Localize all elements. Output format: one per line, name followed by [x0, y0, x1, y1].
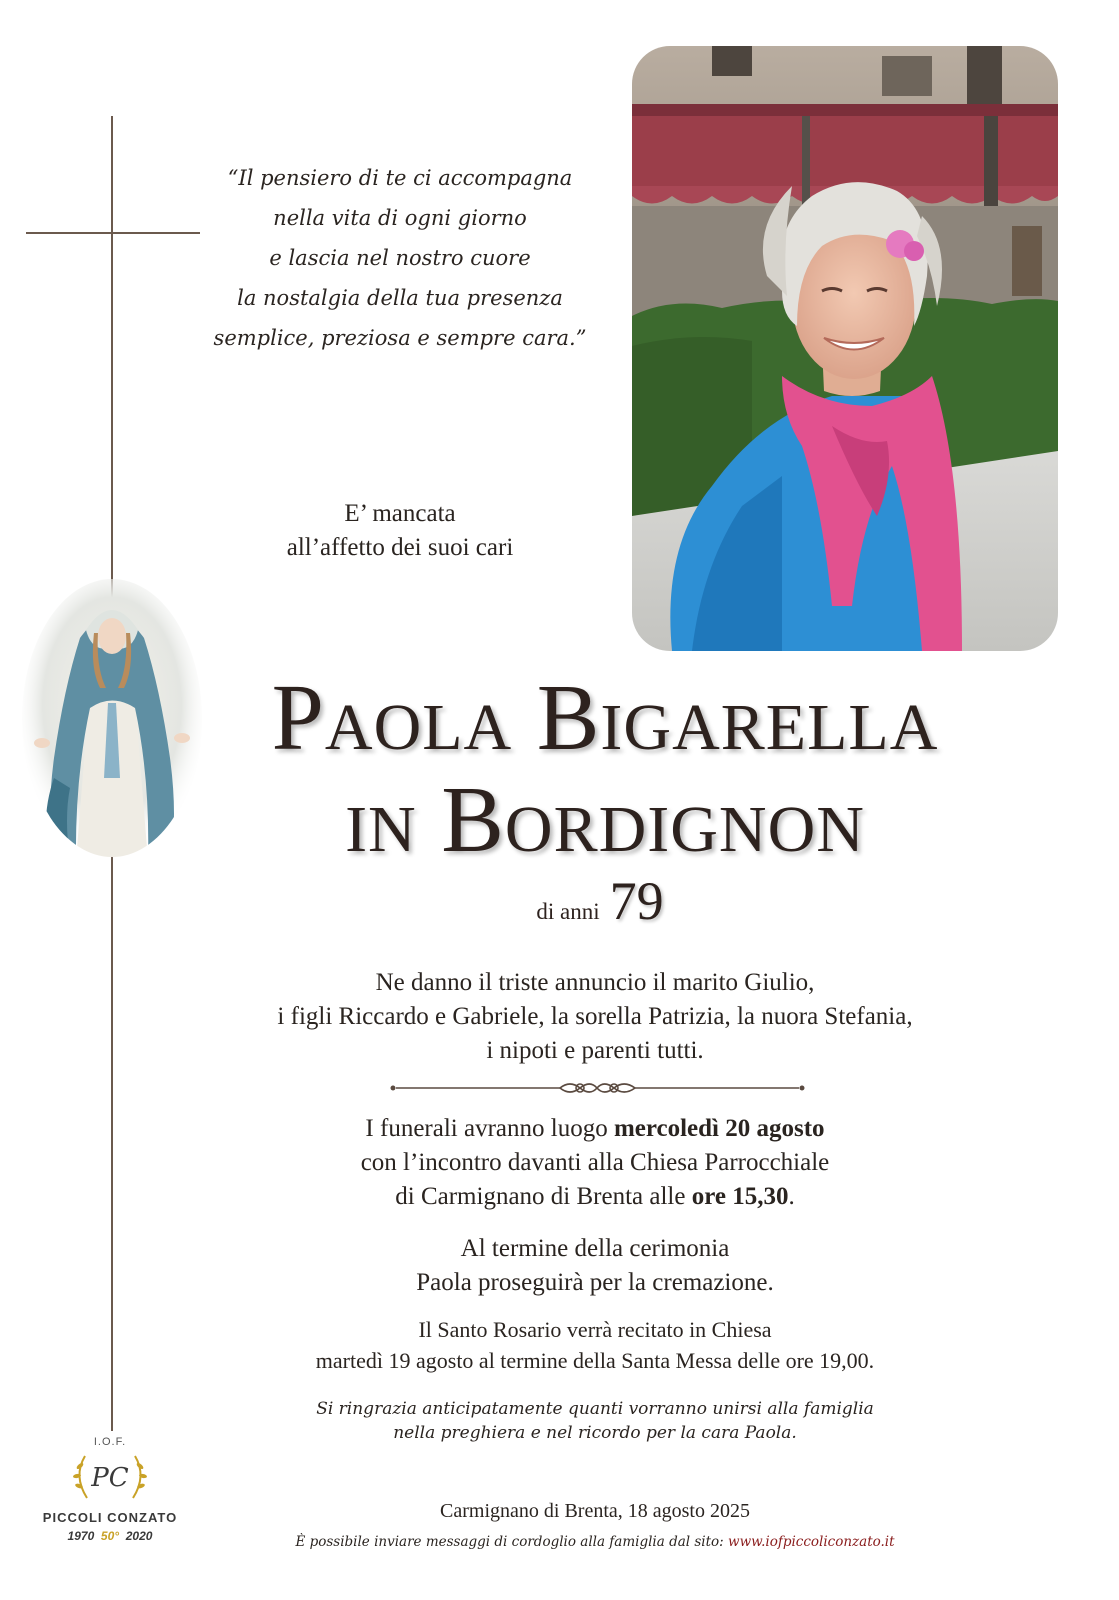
place-and-date: Carmignano di Brenta, 18 agosto 2025 — [440, 1500, 750, 1522]
intro-line: E’ mancata — [344, 500, 456, 527]
thanks-line: nella preghiera e nel ricordo per la cara Paola. — [393, 1423, 797, 1443]
quote-line: “Il pensiero di te ci accompagna — [227, 166, 573, 190]
intro-line: all’affetto dei suoi cari — [286, 534, 514, 561]
deceased-name: Paola Bigarella — [271, 666, 939, 770]
funeral-text: I funerali avranno luogo — [365, 1115, 614, 1142]
rosary-line: martedì 19 agosto al termine della Santa Messa delle ore 19,00. — [315, 1348, 875, 1373]
cremation-line: Al termine della cerimonia — [460, 1235, 730, 1262]
logo-monogram: PC — [91, 1463, 129, 1493]
laurel-monogram-icon — [65, 1448, 155, 1504]
funeral-line — [250, 1112, 940, 1146]
footnote-text: È possibile inviare messaggi di cordoglio alla famiglia dal sito: — [295, 1534, 729, 1550]
funeral-text: . — [788, 1183, 795, 1210]
quote-line: la nostalgia della tua presenza — [237, 286, 563, 310]
funeral-date: mercoledì 20 agosto — [613, 1115, 825, 1142]
deceased-married-name: in Bordignon — [345, 768, 865, 872]
funeral-home-logo — [30, 1436, 190, 1586]
announcement-line: i figli Riccardo e Gabriele, la sorella Patrizia, la nuora Stefania, — [277, 1003, 913, 1030]
family-announcement — [200, 966, 990, 1068]
funeral-time: ore 15,30 — [691, 1183, 789, 1210]
quote-line: semplice, preziosa e sempre cara.” — [213, 326, 587, 350]
intro-text — [230, 497, 570, 565]
logo-anniversary: 50° — [100, 1529, 120, 1543]
age-label: di anni — [536, 899, 600, 924]
age-line — [400, 870, 800, 932]
cross-horizontal-line — [26, 232, 200, 234]
cremation-line: Paola proseguirà per la cremazione. — [416, 1269, 774, 1296]
cremation-notice — [300, 1232, 890, 1300]
funeral-line: con l’incontro davanti alla Chiesa Parrocchiale — [360, 1149, 830, 1176]
logo-iof-text: I.O.F. — [93, 1436, 127, 1448]
age-value: 79 — [609, 871, 664, 931]
logo-year-end: 2020 — [125, 1529, 153, 1543]
announcement-line: Ne danno il triste annuncio il marito Giulio, — [375, 969, 815, 996]
logo-year-start: 1970 — [67, 1529, 95, 1543]
memorial-quote — [190, 158, 610, 358]
thanks-note — [250, 1397, 940, 1445]
announcement-line: i nipoti e parenti tutti. — [486, 1037, 704, 1064]
ornamental-divider — [390, 1078, 805, 1098]
portrait-photo — [632, 46, 1058, 651]
quote-line: e lascia nel nostro cuore — [269, 246, 531, 270]
website-link[interactable]: www.iofpiccoliconzato.it — [728, 1534, 895, 1550]
rosary-line: Il Santo Rosario verrà recitato in Chiesa — [418, 1317, 772, 1342]
funeral-line — [250, 1180, 940, 1214]
funeral-details — [250, 1112, 940, 1214]
logo-name: PICCOLI CONZATO — [42, 1510, 178, 1525]
funeral-text: di Carmignano di Brenta alle — [395, 1183, 692, 1210]
rosary-notice — [250, 1314, 940, 1376]
quote-line: nella vita di ogni giorno — [273, 206, 527, 230]
condolence-footnote — [250, 1534, 940, 1550]
logo-years — [30, 1529, 190, 1543]
thanks-line: Si ringrazia anticipatamente quanti vorranno unirsi alla famiglia — [316, 1399, 874, 1419]
